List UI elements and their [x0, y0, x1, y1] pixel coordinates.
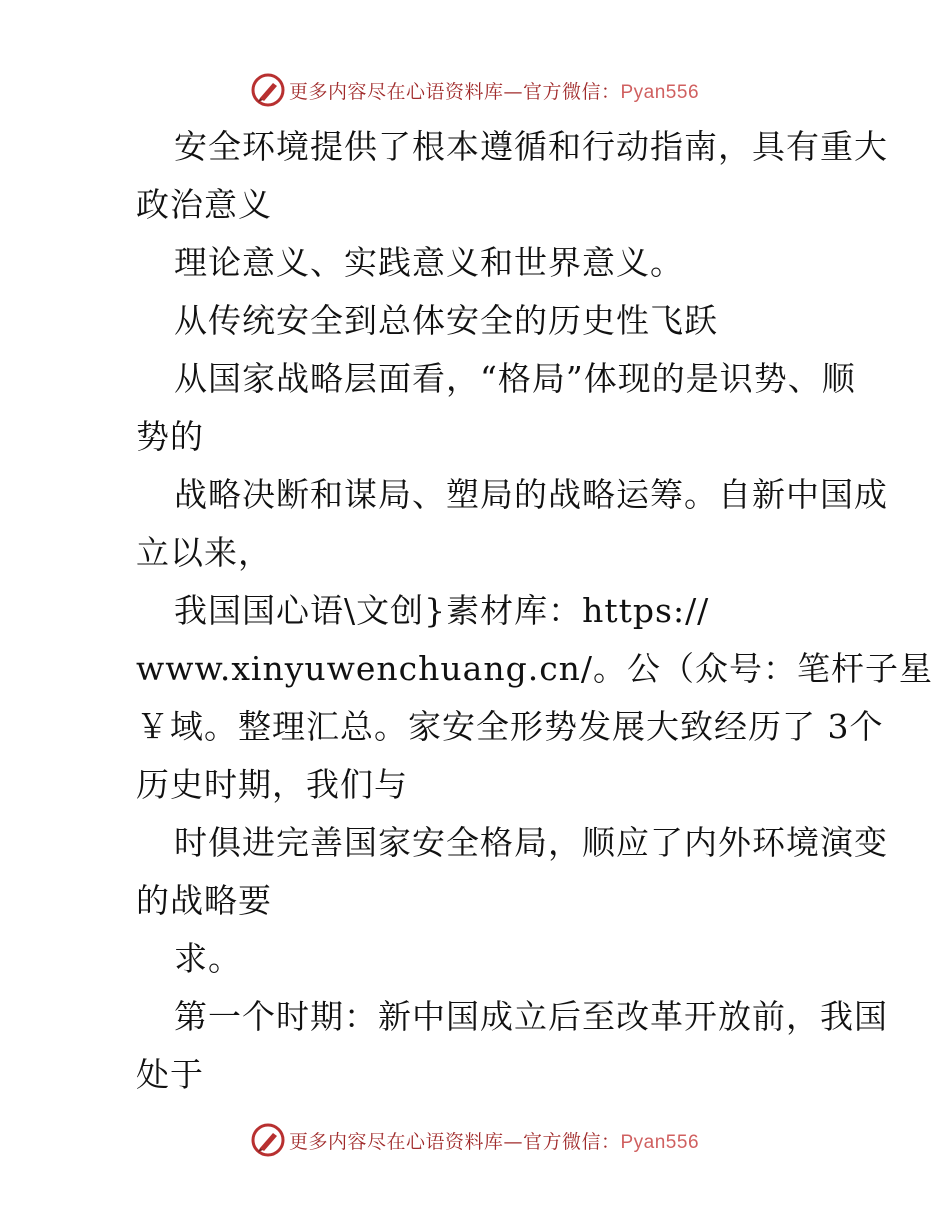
- watermark-dash: —: [503, 80, 523, 103]
- watermark-wechat-id: Pyan556: [620, 81, 700, 103]
- watermark-wechat-id: Pyan556: [620, 1131, 700, 1153]
- document-body: [98, 118, 934, 1104]
- footer-watermark: [0, 1120, 950, 1160]
- watermark-official: 官方微信：: [522, 80, 621, 103]
- watermark-main: 更多内容尽在心语资料库: [288, 1130, 504, 1153]
- text-block: [98, 118, 934, 1104]
- pen-logo-icon: [251, 1123, 285, 1157]
- text-line: 立以来，: [136, 533, 272, 572]
- text-line: 的战略要: [136, 881, 272, 920]
- text-line: 战略决断和谋局、塑局的战略运筹。自新中国成: [174, 475, 888, 514]
- text-line: ￥域。整理汇总。家安全形势发展大致经历了 3个: [136, 707, 884, 746]
- text-line: 我国国心语\文创}素材库：https://: [174, 591, 710, 630]
- text-line: www.xinyuwenchuang.cn/。公（众号：笔杆子星: [136, 649, 934, 688]
- text-line: 政治意义: [136, 185, 272, 224]
- watermark-main: 更多内容尽在心语资料库: [288, 80, 504, 103]
- text-line: 从国家战略层面看，“格局”体现的是识势、顺: [174, 359, 856, 398]
- text-line: 时俱进完善国家安全格局，顺应了内外环境演变: [174, 823, 888, 862]
- text-line: 求。: [174, 939, 242, 978]
- text-line: 第一个时期：新中国成立后至改革开放前，我国: [174, 997, 888, 1036]
- text-line: 历史时期，我们与: [136, 765, 408, 804]
- header-watermark: [0, 70, 950, 110]
- watermark-text: [289, 77, 699, 104]
- text-line: 理论意义、实践意义和世界意义。: [174, 243, 684, 282]
- text-line: 从传统安全到总体安全的历史性飞跃: [174, 301, 718, 340]
- text-line: 处于: [136, 1055, 204, 1094]
- pen-logo-icon: [251, 73, 285, 107]
- text-line: 安全环境提供了根本遵循和行动指南，具有重大: [174, 127, 888, 166]
- text-line: 势的: [136, 417, 204, 456]
- watermark-dash: —: [503, 1130, 523, 1153]
- watermark-text: [289, 1127, 699, 1154]
- watermark-official: 官方微信：: [522, 1130, 621, 1153]
